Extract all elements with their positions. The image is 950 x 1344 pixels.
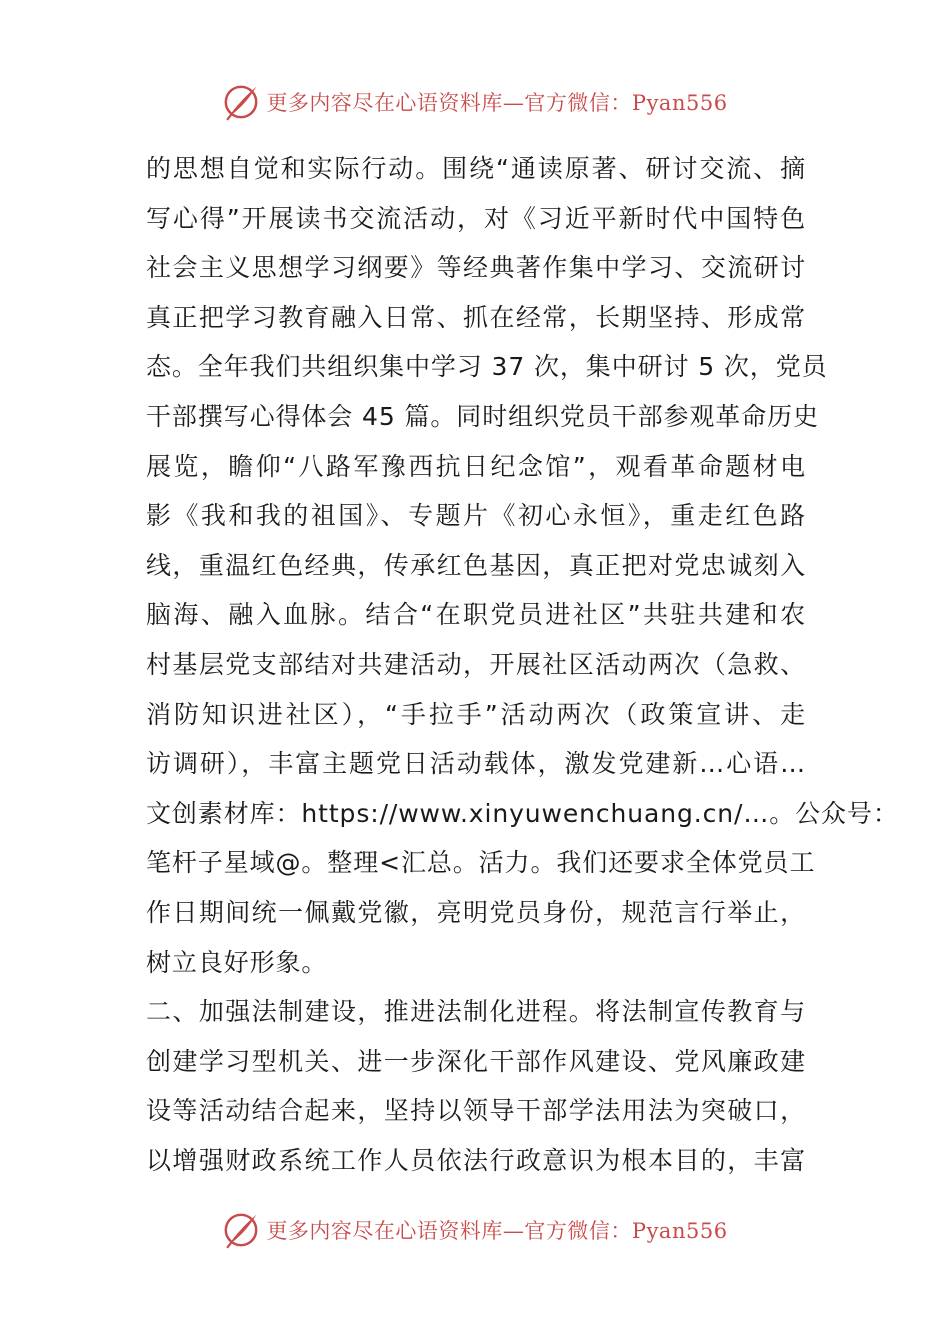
- text-line: 树立良好形象。: [146, 947, 328, 977]
- text-line: 线，重温红色经典，传承红色基因，真正把对党忠诚刻入: [146, 550, 806, 580]
- text-line: 真正把学习教育融入日常、抓在经常，长期坚持、形成常: [146, 302, 806, 332]
- text-line: 展览，瞻仰“八路军豫西抗日纪念馆”，观看革命题材电: [146, 451, 806, 481]
- footer-banner: [0, 1208, 950, 1252]
- text-line: 影《我和我的祖国》、专题片《初心永恒》，重走红色路: [146, 501, 806, 531]
- text-line: 社会主义思想学习纲要》等经典著作集中学习、交流研讨: [146, 253, 806, 283]
- text-line: 的思想自觉和实际行动。围绕“通读原著、研讨交流、摘: [146, 154, 806, 183]
- text-line: 访调研），丰富主题党日活动载体，激发党建新…心语…: [146, 749, 806, 779]
- quill-pen-logo-icon: [222, 1211, 260, 1249]
- document-body: [146, 144, 899, 1185]
- quill-pen-logo-icon: [222, 83, 260, 121]
- text-line: 干部撰写心得体会 45 篇。同时组织党员干部参观革命历史: [146, 401, 819, 431]
- text-line: 态。全年我们共组织集中学习 37 次，集中研讨 5 次，党员: [146, 352, 828, 382]
- header-banner-text: 更多内容尽在心语资料库—官方微信：Pyan556: [266, 91, 728, 115]
- header-banner: [0, 80, 950, 124]
- text-line: 设等活动结合起来，坚持以领导干部学法用法为突破口，: [146, 1096, 806, 1126]
- text-line: 作日期间统一佩戴党徽，亮明党员身份，规范言行举止，: [146, 897, 806, 927]
- text-line: 写心得”开展读书交流活动，对《习近平新时代中国特色: [146, 203, 806, 233]
- text-line: 以增强财政系统工作人员依法行政意识为根本目的，丰富: [146, 1145, 806, 1175]
- text-line: 消防知识进社区），“手拉手”活动两次（政策宣讲、走: [146, 699, 806, 729]
- text-line: 文创素材库：https://www.xinyuwenchuang.cn/…。公众号：: [146, 798, 899, 828]
- text-line: 创建学习型机关、进一步深化干部作风建设、党风廉政建: [146, 1046, 806, 1076]
- text-line: 脑海、融入血脉。结合“在职党员进社区”共驻共建和农: [146, 600, 806, 630]
- text-line: 村基层党支部结对共建活动，开展社区活动两次（急救、: [146, 649, 806, 679]
- footer-banner-text: 更多内容尽在心语资料库—官方微信：Pyan556: [266, 1219, 728, 1243]
- text-line: 二、加强法制建设，推进法制化进程。将法制宣传教育与: [146, 997, 806, 1027]
- text-line: 笔杆子星域@。整理<汇总。活力。我们还要求全体党员工: [146, 848, 816, 878]
